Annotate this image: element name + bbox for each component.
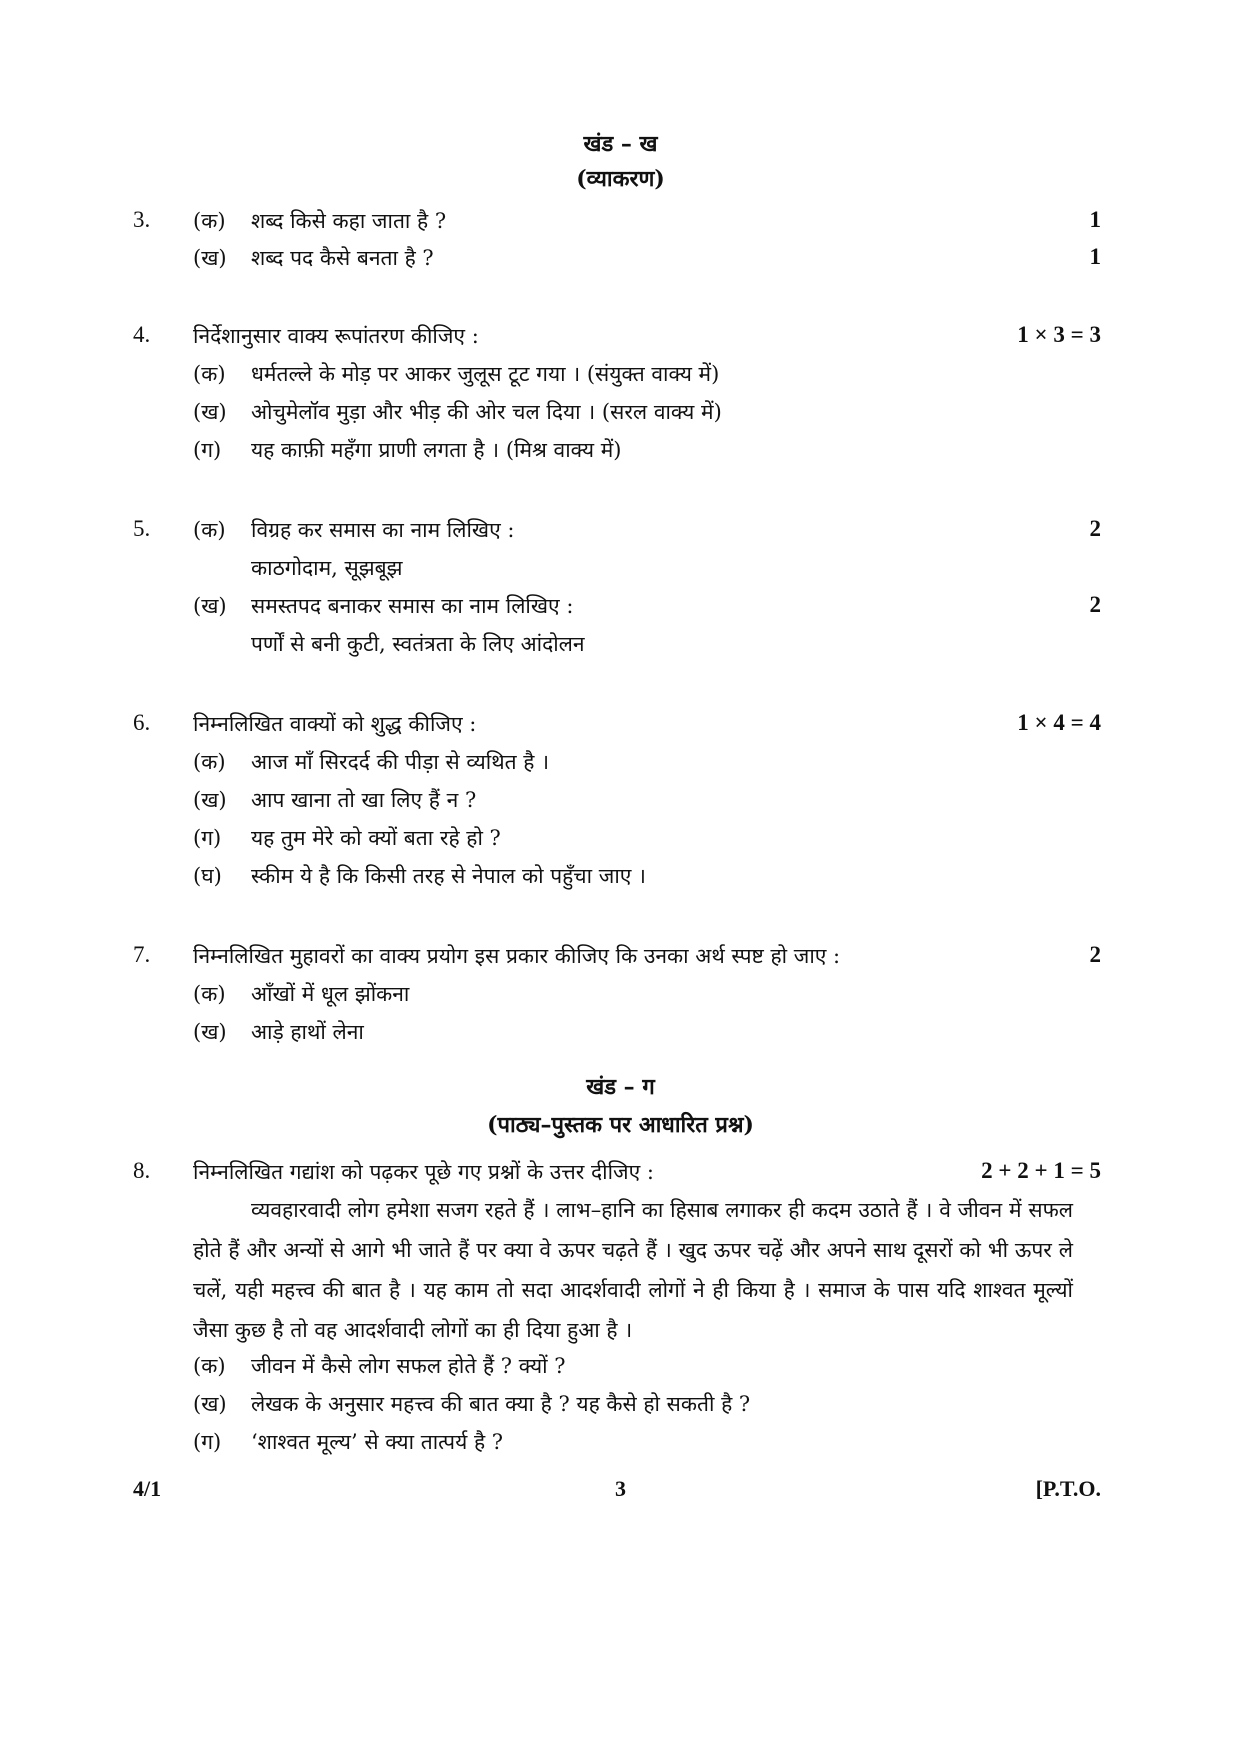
- q7-number: 7.: [133, 942, 151, 967]
- q8-c-label: (ग): [193, 1430, 222, 1454]
- q6-a-label: (क): [193, 750, 226, 774]
- q6-part-a: [193, 748, 549, 776]
- q4-b-label: (ख): [193, 400, 227, 424]
- q6-number: 6.: [133, 710, 151, 735]
- q4-number: 4.: [133, 322, 151, 347]
- q8-part-b: [193, 1390, 750, 1418]
- q8-b-text: लेखक के अनुसार महत्त्व की बात क्या है ? यह कैसे हो सकती है ?: [251, 1392, 751, 1416]
- q3-part-b: [193, 244, 434, 272]
- q5-part-b: [193, 592, 573, 620]
- q6-part-d: [193, 862, 646, 890]
- q5-number: 5.: [133, 516, 151, 541]
- section-b-subtitle: (व्याकरण): [576, 166, 665, 192]
- q6-text: निम्नलिखित वाक्यों को शुद्ध कीजिए :: [193, 712, 477, 736]
- q6-part-b: [193, 786, 476, 814]
- q5-a-marks: 2: [1089, 516, 1101, 541]
- q6-b-label: (ख): [193, 788, 227, 812]
- q7-part-a: [193, 980, 409, 1008]
- q4-part-b: [193, 398, 722, 426]
- q8-a-label: (क): [193, 1354, 226, 1378]
- q7-a-text: आँखों में धूल झोंकना: [251, 982, 410, 1006]
- q3-part-a: [193, 207, 446, 235]
- q7-a-label: (क): [193, 982, 226, 1006]
- q8-b-label: (ख): [193, 1392, 227, 1416]
- q6-marks: 1 × 4 = 4: [1017, 710, 1101, 735]
- q3-b-text: शब्द पद कैसे बनता है ?: [251, 246, 434, 270]
- q8-number: 8.: [133, 1158, 151, 1183]
- q8-text: निम्नलिखित गद्यांश को पढ़कर पूछे गए प्रश्नों के उत्तर दीजिए :: [193, 1160, 655, 1184]
- q6-part-c: [193, 824, 501, 852]
- q3-a-marks: 1: [1089, 207, 1101, 232]
- q5-b-text: समस्तपद बनाकर समास का नाम लिखिए :: [251, 594, 574, 618]
- q5-a-label: (क): [193, 518, 226, 542]
- q3-a-label: (क): [193, 209, 226, 233]
- q6-d-text: स्कीम ये है कि किसी तरह से नेपाल को पहुँचा जाए ।: [251, 864, 646, 888]
- q5-b-marks: 2: [1089, 592, 1101, 617]
- q8-part-c: [193, 1428, 503, 1456]
- please-turn-over: [P.T.O.: [1035, 1476, 1101, 1501]
- q4-a-text: धर्मतल्ले के मोड़ पर आकर जुलूस टूट गया । (संयुक्त वाक्य में): [251, 362, 720, 386]
- q4-b-text: ओचुमेलॉव मुड़ा और भीड़ की ओर चल दिया । (सरल वाक्य में): [251, 400, 722, 424]
- q3-a-text: शब्द किसे कहा जाता है ?: [251, 209, 447, 233]
- q8-c-text: ‘शाश्वत मूल्य’ से क्या तात्पर्य है ?: [251, 1430, 504, 1454]
- q8-marks: 2 + 2 + 1 = 5: [981, 1158, 1101, 1183]
- q7-b-text: आड़े हाथों लेना: [251, 1020, 364, 1044]
- q4-text: निर्देशानुसार वाक्य रूपांतरण कीजिए :: [193, 324, 479, 348]
- section-b-title: खंड – ख: [583, 131, 658, 157]
- q8-passage: [193, 1190, 1073, 1350]
- q5-part-a: [193, 516, 514, 544]
- q3-b-label: (ख): [193, 246, 227, 270]
- q8-passage-text: व्यवहारवादी लोग हमेशा सजग रहते हैं । लाभ–हानि का हिसाब लगाकर ही कदम उठाते हैं । वे जीवन में सफल होते हैं और अन्यों से आगे भी जाते हैं पर क्या वे ऊपर चढ़ते हैं । खुद ऊपर चढ़ें और अपने साथ दूसरों को भी ऊपर ले चलें, यही महत्त्व की बात है । यह काम तो सदा आदर्शवादी लोगों ने ही किया है । समाज के पास यदि शाश्वत मूल्यों जैसा कुछ है तो वह आदर्शवादी लोगों का ही दिया हुआ है ।: [193, 1198, 1073, 1342]
- q7-marks: 2: [1089, 942, 1101, 967]
- q7-text: निम्नलिखित मुहावरों का वाक्य प्रयोग इस प्रकार कीजिए कि उनका अर्थ स्पष्ट हो जाए :: [193, 944, 841, 968]
- q6-c-text: यह तुम मेरे को क्यों बता रहे हो ?: [251, 826, 501, 850]
- q5-b-label: (ख): [193, 594, 227, 618]
- q5-a-text: विग्रह कर समास का नाम लिखिए :: [251, 518, 515, 542]
- section-c-title: खंड – ग: [586, 1074, 655, 1100]
- q5-b-words: पर्णों से बनी कुटी, स्वतंत्रता के लिए आंदोलन: [251, 632, 585, 656]
- q6-d-label: (घ): [193, 864, 222, 888]
- q7-b-label: (ख): [193, 1020, 227, 1044]
- q4-part-a: [193, 360, 719, 388]
- q6-c-label: (ग): [193, 826, 222, 850]
- q6-b-text: आप खाना तो खा लिए हैं न ?: [251, 788, 477, 812]
- q8-a-text: जीवन में कैसे लोग सफल होते हैं ? क्यों ?: [251, 1354, 566, 1378]
- q3-number: 3.: [133, 207, 151, 232]
- q4-c-text: यह काफ़ी महँगा प्राणी लगता है । (मिश्र वाक्य में): [251, 438, 622, 462]
- q4-marks: 1 × 3 = 3: [1017, 322, 1101, 347]
- page-number: 3: [615, 1476, 626, 1501]
- q4-c-label: (ग): [193, 438, 222, 462]
- q4-part-c: [193, 436, 622, 464]
- q4-a-label: (क): [193, 362, 226, 386]
- section-c-subtitle: (पाठ्य–पुस्तक पर आधारित प्रश्न): [487, 1112, 754, 1138]
- q5-a-words: काठगोदाम, सूझबूझ: [251, 556, 403, 580]
- paper-code: 4/1: [133, 1476, 162, 1501]
- q3-b-marks: 1: [1089, 244, 1101, 269]
- q6-a-text: आज माँ सिरदर्द की पीड़ा से व्यथित है ।: [251, 750, 550, 774]
- q8-part-a: [193, 1352, 566, 1380]
- q7-part-b: [193, 1018, 364, 1046]
